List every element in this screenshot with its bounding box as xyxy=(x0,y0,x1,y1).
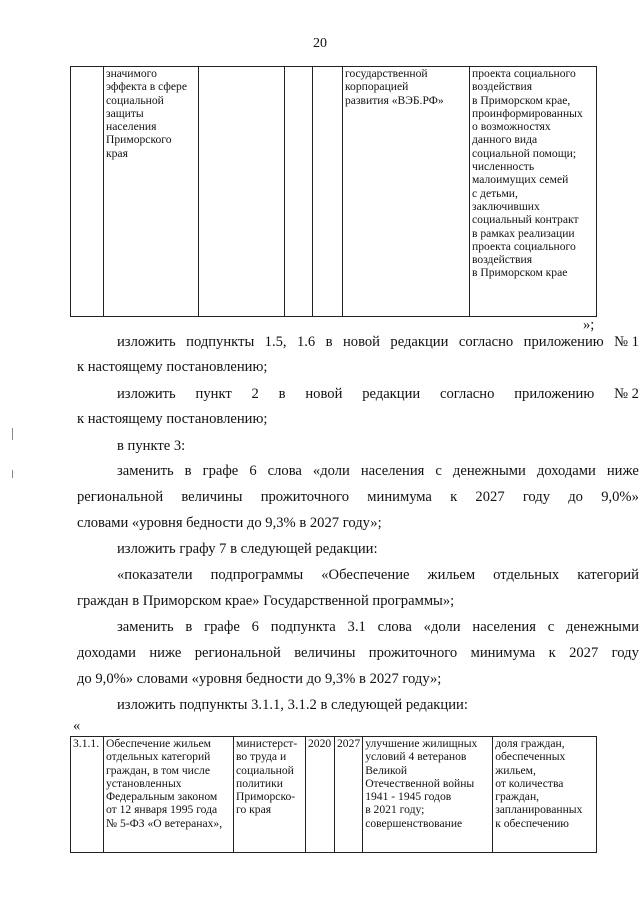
table-cell-indicator xyxy=(470,67,597,317)
word: новой xyxy=(305,386,343,402)
word: графе xyxy=(204,619,240,635)
cell-text-line: проекта социального xyxy=(472,67,576,80)
cell-text-line: в Приморском крае, xyxy=(472,93,571,107)
paragraph-5: изложить графу 7 в следующей редакции: xyxy=(117,541,378,557)
cell-text-line: Великой xyxy=(365,763,408,777)
word: величины xyxy=(294,645,356,661)
word: к xyxy=(450,489,458,505)
word: 2027 xyxy=(475,489,505,505)
table-cell-year-start xyxy=(285,67,313,317)
paragraph-7-line-1 xyxy=(117,618,639,636)
cell-text-line: отдельных категорий xyxy=(106,750,211,764)
closing-quote: »; xyxy=(583,317,595,333)
cell-text-line: воздействия xyxy=(472,80,533,94)
word: графе xyxy=(202,463,239,479)
word: в xyxy=(185,619,193,635)
cell-text-line: социальной xyxy=(236,763,294,777)
cell-text-line: Приморско- xyxy=(236,790,296,804)
cell-text-line: в 2021 году; xyxy=(365,803,425,817)
word: согласно xyxy=(458,334,514,350)
table-cell-name xyxy=(104,737,234,853)
paragraph-6-line-1 xyxy=(117,566,639,584)
word: населения xyxy=(472,619,536,635)
paragraph-8: изложить подпункты 3.1.1, 3.1.2 в следующей редакции: xyxy=(117,697,468,713)
word: подпункта xyxy=(270,619,336,635)
word: в xyxy=(278,386,286,402)
table-cell-name xyxy=(104,67,199,317)
cell-text-line: населения xyxy=(106,120,157,134)
cell-text-line: к обеспечению xyxy=(495,816,569,830)
word: денежными xyxy=(452,463,526,479)
word: до xyxy=(568,489,583,505)
word: согласно xyxy=(440,386,495,402)
word: пункт xyxy=(195,386,232,402)
word: редакции xyxy=(390,334,449,350)
cell-text-line: защиты xyxy=(106,106,144,120)
word: с xyxy=(547,619,555,635)
table-cell-year-start: 2020 xyxy=(306,737,335,853)
table-cell-number: 3.1.1. xyxy=(71,737,104,853)
cell-text-line: установленных xyxy=(106,776,182,790)
cell-text-line: с детьми, xyxy=(472,186,518,200)
word: году xyxy=(522,489,551,505)
paragraph-7-line-3: до 9,0%» словами «уровня бедности до 9,3% в 2027 году»; xyxy=(77,671,442,687)
word: жильем xyxy=(427,567,476,583)
word: прожиточного xyxy=(368,645,458,661)
word: «доли xyxy=(312,463,350,479)
cell-text-line: значимого xyxy=(106,67,157,80)
word: приложению xyxy=(514,386,595,402)
cell-text-line: проинформированных xyxy=(472,106,583,120)
word: новой xyxy=(342,334,380,350)
word: заменить xyxy=(117,463,174,479)
cell-text-line: запланированных xyxy=(495,803,583,817)
cell-text-line: воздействия xyxy=(472,253,533,267)
word: населения xyxy=(360,463,425,479)
cell-text-line: края xyxy=(106,146,128,160)
word: региональной xyxy=(77,489,164,505)
cell-text-line: № 5-ФЗ «О ветеранах», xyxy=(106,816,223,830)
word: подпрограммы xyxy=(210,567,304,583)
word: № 2 xyxy=(614,386,639,402)
cell-text-line: заключивших xyxy=(472,199,540,213)
cell-text-line: о возможностях xyxy=(472,120,551,134)
table-cell-number xyxy=(71,67,104,317)
word: минимума xyxy=(470,645,536,661)
cell-text-line: граждан, в том числе xyxy=(106,763,210,777)
word: доходами xyxy=(536,463,596,479)
paragraph-7-line-2 xyxy=(77,644,639,662)
new-table xyxy=(70,736,597,853)
margin-mark xyxy=(12,428,13,440)
paragraph-1-line-1 xyxy=(117,333,639,351)
cell-text-line: совершенствование xyxy=(365,816,463,830)
word: ниже xyxy=(606,463,639,479)
cell-text-line: министерст- xyxy=(236,737,298,750)
word: с xyxy=(435,463,442,479)
table-cell-indicator xyxy=(493,737,597,853)
word: подпункты xyxy=(186,334,255,350)
word: приложению xyxy=(523,334,604,350)
word: редакции xyxy=(362,386,421,402)
cell-text-line: Приморского xyxy=(106,133,172,147)
paragraph-4-line-3: словами «уровня бедности до 9,3% в 2027 году»; xyxy=(77,515,382,531)
table-row xyxy=(71,67,597,317)
word: слова xyxy=(377,619,412,635)
word: 9,0%» xyxy=(601,489,639,505)
cell-text-line: граждан, xyxy=(495,790,540,804)
cell-text-line: обеспеченных xyxy=(495,750,566,764)
word: минимума xyxy=(367,489,432,505)
cell-text-line: жильем, xyxy=(495,763,536,777)
paragraph-4-line-2 xyxy=(77,488,639,506)
word: 6 xyxy=(251,619,259,635)
cell-text-line: от количества xyxy=(495,776,564,790)
word: доходами xyxy=(77,645,136,661)
word: категорий xyxy=(577,567,639,583)
word: изложить xyxy=(117,334,176,350)
cell-text-line: социальный контракт xyxy=(472,213,579,227)
cell-text-line: Отечественной войны xyxy=(365,776,475,790)
table-cell-responsible xyxy=(199,67,285,317)
cell-text-line: доля граждан, xyxy=(495,737,565,750)
word: № 1 xyxy=(614,334,639,350)
word: «доли xyxy=(423,619,461,635)
word: в xyxy=(184,463,192,479)
opening-quote: « xyxy=(73,718,81,734)
word: 2 xyxy=(251,386,259,402)
cell-text-line: численность xyxy=(472,160,535,174)
word: отдельных xyxy=(493,567,560,583)
table-cell-result xyxy=(363,737,493,853)
word: прожиточного xyxy=(260,489,350,505)
word: 1.5, xyxy=(264,334,287,350)
word: году xyxy=(611,645,639,661)
paragraph-3: в пункте 3: xyxy=(117,438,186,454)
cell-text-line: Обеспечение жильем xyxy=(106,737,211,750)
word: 2027 xyxy=(569,645,599,661)
word: региональной xyxy=(194,645,281,661)
word: «Обеспечение xyxy=(321,567,410,583)
table-cell-responsible xyxy=(234,737,306,853)
table-row xyxy=(71,737,597,853)
cell-text-line: малоимущих семей xyxy=(472,173,569,187)
word: в xyxy=(325,334,333,350)
word: заменить xyxy=(117,619,174,635)
word: «показатели xyxy=(117,567,193,583)
word: слова xyxy=(267,463,302,479)
cell-text-line: данного вида xyxy=(472,133,538,147)
word: величины xyxy=(181,489,243,505)
table-cell-year-end xyxy=(313,67,343,317)
paragraph-6-line-2: граждан в Приморском крае» Государственной программы»; xyxy=(77,593,455,609)
cell-text-line: го края xyxy=(236,803,272,817)
word: 3.1 xyxy=(347,619,366,635)
cell-text-line: государственной xyxy=(345,67,428,80)
cell-text-line: развития «ВЭБ.РФ» xyxy=(345,93,444,107)
cell-text-line: корпорацией xyxy=(345,80,409,94)
paragraph-2-line-1 xyxy=(117,385,639,403)
word: изложить xyxy=(117,386,176,402)
cell-text-line: условий 4 ветеранов xyxy=(365,750,467,764)
cell-text-line: во труда и xyxy=(236,750,287,764)
cell-text-line: политики xyxy=(236,776,283,790)
cell-text-line: Федеральным законом xyxy=(106,790,218,804)
table-cell-year-end: 2027 xyxy=(335,737,363,853)
word: 1.6 xyxy=(296,334,316,350)
cell-text-line: социальной xyxy=(106,93,164,107)
cell-text-line: в Приморском крае xyxy=(472,266,568,280)
cell-text-line: 1941 - 1945 годов xyxy=(365,790,452,804)
word: ниже xyxy=(149,645,182,661)
page-number: 20 xyxy=(313,36,327,51)
word: 6 xyxy=(249,463,257,479)
cell-text-line: от 12 января 1995 года xyxy=(106,803,218,817)
paragraph-1-line-2: к настоящему постановлению; xyxy=(77,359,268,375)
margin-mark xyxy=(12,470,13,478)
word: денежными xyxy=(566,619,639,635)
cell-text-line: проекта социального xyxy=(472,239,576,253)
paragraph-2-line-2: к настоящему постановлению; xyxy=(77,411,268,427)
table-cell-result xyxy=(343,67,470,317)
cell-text-line: улучшение жилищных xyxy=(365,737,478,750)
word: к xyxy=(548,645,556,661)
continued-table xyxy=(70,66,597,317)
cell-text-line: социальной помощи; xyxy=(472,146,577,160)
cell-text-line: в рамках реализации xyxy=(472,226,575,240)
paragraph-4-line-1 xyxy=(117,462,639,480)
cell-text-line: эффекта в сфере xyxy=(106,80,188,94)
